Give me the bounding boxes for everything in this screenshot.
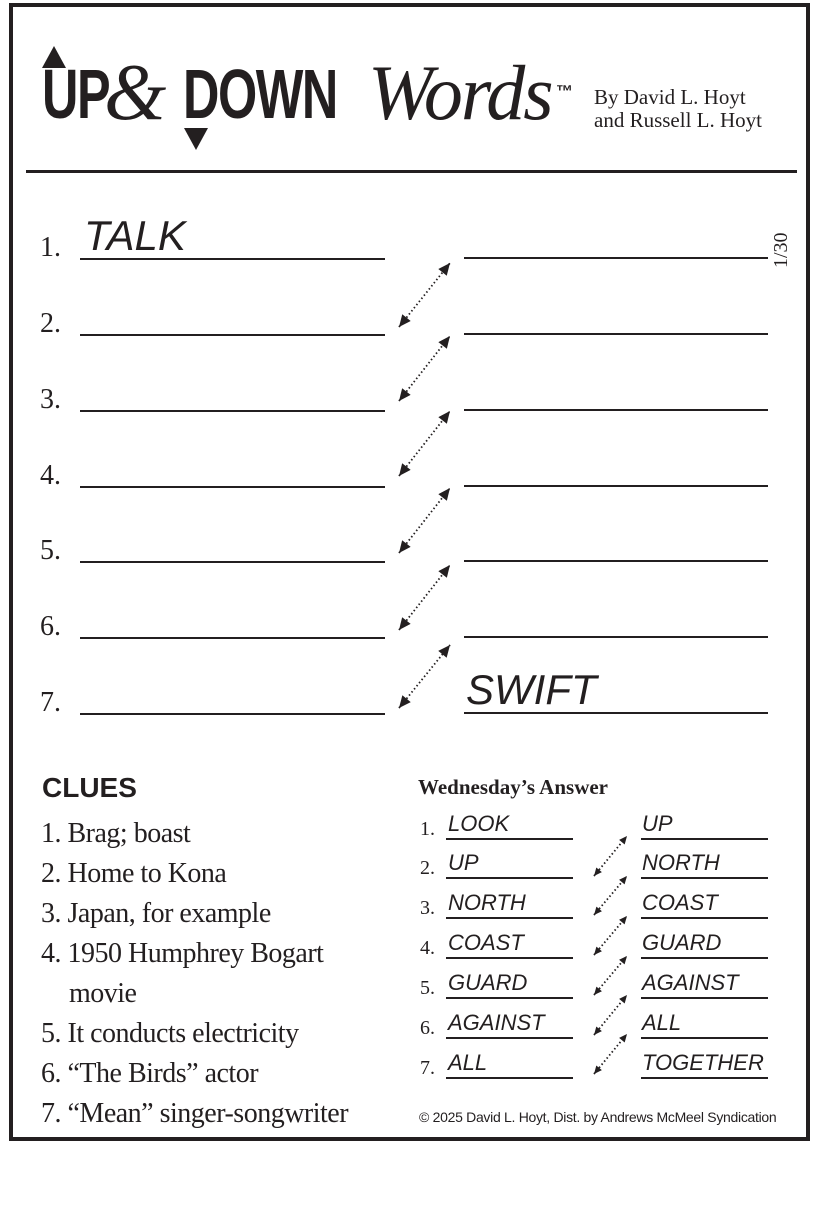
- previous-right-word: COAST: [642, 890, 718, 915]
- previous-left-word: GUARD: [448, 970, 528, 995]
- row-number: 3.: [40, 384, 61, 415]
- clue-item: movie: [69, 978, 137, 1009]
- previous-left-word: LOOK: [448, 811, 510, 836]
- connector-arrow-icon: [399, 488, 450, 553]
- previous-right-word: UP: [642, 811, 673, 836]
- previous-row-number: 6.: [420, 1017, 435, 1039]
- previous-row-number: 1.: [420, 818, 435, 840]
- previous-right-word: NORTH: [642, 850, 720, 875]
- connector-arrow-icon: [399, 411, 450, 476]
- row-number: 2.: [40, 308, 61, 339]
- small-connector-arrow-icon: [594, 836, 627, 876]
- puzzle-date: 1/30: [770, 232, 792, 268]
- clue-item: 7. “Mean” singer-songwriter: [41, 1098, 349, 1129]
- logo-words: Words: [368, 49, 552, 136]
- clue-item: 5. It conducts electricity: [41, 1018, 299, 1049]
- small-connector-arrow-icon: [594, 876, 627, 915]
- previous-row-number: 4.: [420, 937, 435, 959]
- row-number: 4.: [40, 460, 61, 491]
- clue-item: 3. Japan, for example: [41, 898, 271, 929]
- small-connector-arrow-icon: [594, 956, 627, 995]
- previous-left-word: AGAINST: [448, 1010, 545, 1035]
- connector-arrow-icon: [399, 336, 450, 401]
- clue-item: 6. “The Birds” actor: [41, 1058, 259, 1089]
- given-word-swift: SWIFT: [466, 666, 597, 713]
- logo-ampersand: &: [104, 49, 167, 137]
- previous-row-number: 5.: [420, 977, 435, 999]
- connector-arrow-icon: [399, 565, 450, 630]
- byline-line2: and Russell L. Hoyt: [594, 108, 762, 132]
- previous-right-word: AGAINST: [642, 970, 739, 995]
- previous-right-word: TOGETHER: [642, 1050, 764, 1075]
- small-connector-arrow-icon: [594, 995, 627, 1035]
- previous-row-number: 7.: [420, 1057, 435, 1079]
- row-number: 6.: [40, 611, 61, 642]
- copyright: © 2025 David L. Hoyt, Dist. by Andrews McMeel Syndication: [419, 1109, 777, 1125]
- previous-right-word: ALL: [642, 1010, 682, 1035]
- row-number: 5.: [40, 535, 61, 566]
- clue-item: 1. Brag; boast: [41, 818, 191, 849]
- previous-left-word: NORTH: [448, 890, 526, 915]
- clues-title: CLUES: [42, 772, 137, 803]
- previous-right-word: GUARD: [642, 930, 722, 955]
- previous-left-word: ALL: [448, 1050, 488, 1075]
- clue-item: 2. Home to Kona: [41, 858, 227, 889]
- trademark: ™: [556, 82, 573, 101]
- previous-left-word: COAST: [448, 930, 524, 955]
- previous-row-number: 3.: [420, 897, 435, 919]
- given-word-talk: TALK: [84, 212, 186, 259]
- previous-row-number: 2.: [420, 857, 435, 879]
- logo-down: DOWN: [183, 55, 337, 133]
- previous-answer-title: Wednesday’s Answer: [418, 775, 608, 799]
- connector-arrow-icon: [399, 263, 450, 327]
- previous-left-word: UP: [448, 850, 479, 875]
- small-connector-arrow-icon: [594, 1034, 627, 1074]
- row-number: 1.: [40, 232, 61, 263]
- byline-line1: By David L. Hoyt: [594, 85, 746, 109]
- clue-item: 4. 1950 Humphrey Bogart: [41, 938, 324, 969]
- row-number: 7.: [40, 687, 61, 718]
- small-connector-arrow-icon: [594, 916, 627, 955]
- connector-arrow-icon: [399, 645, 450, 708]
- logo-up: UP: [42, 55, 110, 133]
